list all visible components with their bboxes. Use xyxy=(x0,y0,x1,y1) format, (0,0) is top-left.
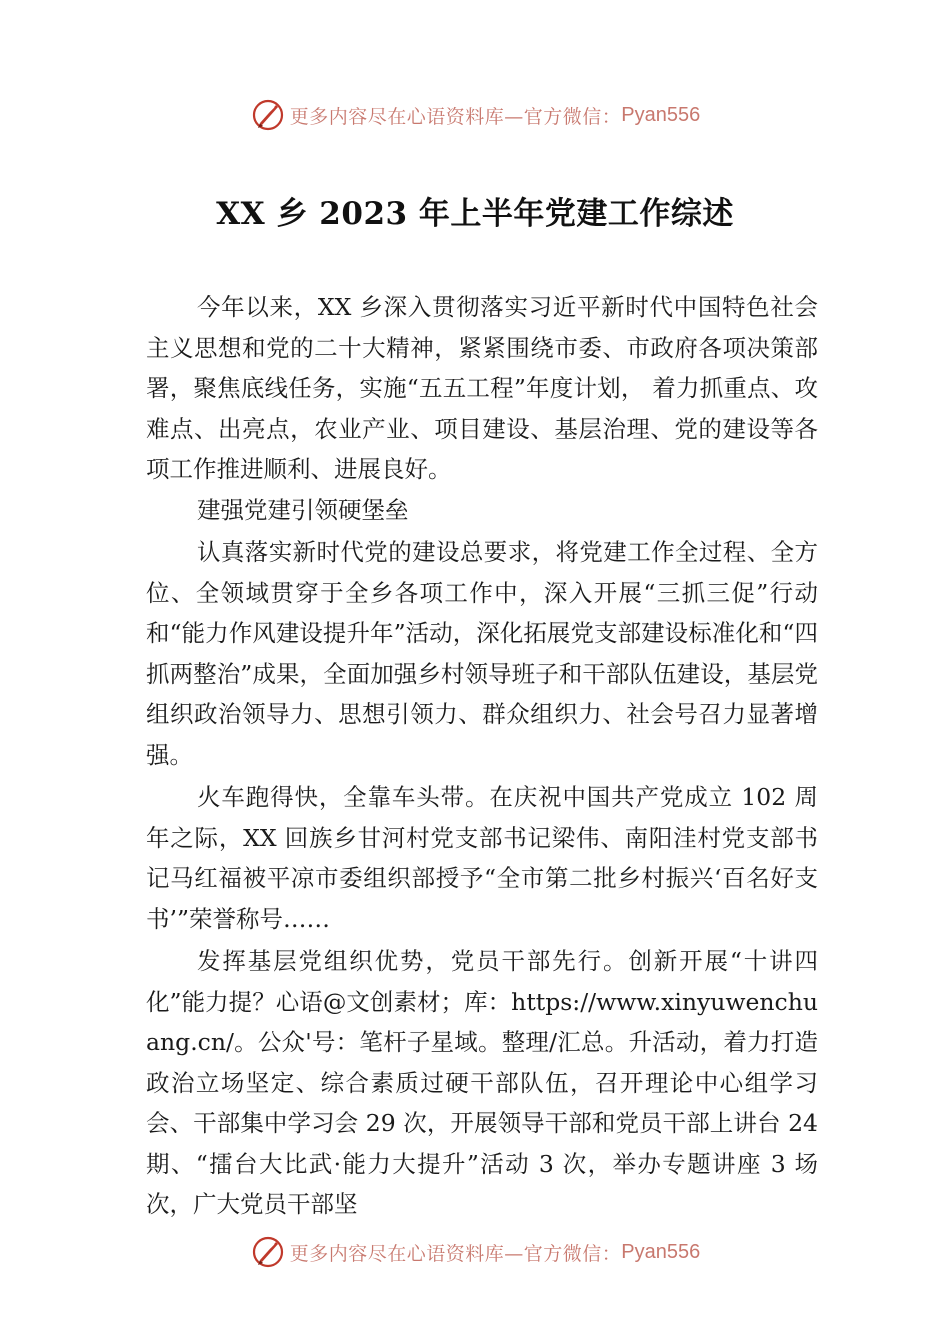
paragraph-intro: 今年以来，XX 乡深入贯彻落实习近平新时代中国特色社会主义思想和党的二十大精神，紧紧围绕市委、市政府各项决策部署，聚焦底线任务，实施“五五工程”年度计划， 着力抓重点、攻难点、出亮点，农业产业、项目建设、基层治理、党的建设等各项工作推进顺利、进展良好。 xyxy=(146,293,818,483)
watermark-text: 更多内容尽在心语资料库—官方微信： xyxy=(289,1242,622,1265)
quill-logo-icon xyxy=(250,1234,286,1270)
quill-logo-icon xyxy=(250,97,286,133)
document-body xyxy=(146,287,818,1225)
section-heading: 建强党建引领硬堡垒 xyxy=(197,495,409,524)
watermark-text: 更多内容尽在心语资料库—官方微信： xyxy=(289,105,622,128)
watermark-header xyxy=(0,95,950,135)
paragraph-party-building: 认真落实新时代党的建设总要求，将党建工作全过程、全方位、全领域贯穿于全乡各项工作中，深入开展“三抓三促”行动和“能力作风建设提升年”活动，深化拓展党支部建设标准化和“四抓两整治”成果，全面加强乡村领导班子和干部队伍建设，基层党组织政治领导力、思想引领力、群众组织力、社会号召力显著增强。 xyxy=(146,538,818,769)
document-title: XX 乡 2023 年上半年党建工作综述 xyxy=(216,196,734,232)
watermark-wechat-id: Pyan556 xyxy=(621,103,701,126)
watermark-footer xyxy=(0,1232,950,1272)
paragraph-branch-secretaries: 火车跑得快，全靠车头带。在庆祝中国共产党成立 102 周年之际，XX 回族乡甘河村党支部书记梁伟、南阳洼村党支部书记马红福被平凉市委组织部授予“全市第二批乡村振兴‘百名好支书’”荣誉称号…… xyxy=(146,783,818,933)
paragraph-cadre-training: 发挥基层党组织优势，党员干部先行。创新开展“十讲四化”能力提？心语@文创素材；库：https://www.xinyuwenchuang.cn/。公众'号：笔杆子星域。整理/汇总。升活动，着力打造政治立场坚定、综合素质过硬干部队伍，召开理论中心组学习会、干部集中学习会 29 次，开展领导干部和党员干部上讲台 24 期、“擂台大比武·能力大提升”活动 3 次，举办专题讲座 3 场次，广大党员干部坚 xyxy=(146,947,818,1218)
watermark-wechat-id: Pyan556 xyxy=(621,1240,701,1263)
